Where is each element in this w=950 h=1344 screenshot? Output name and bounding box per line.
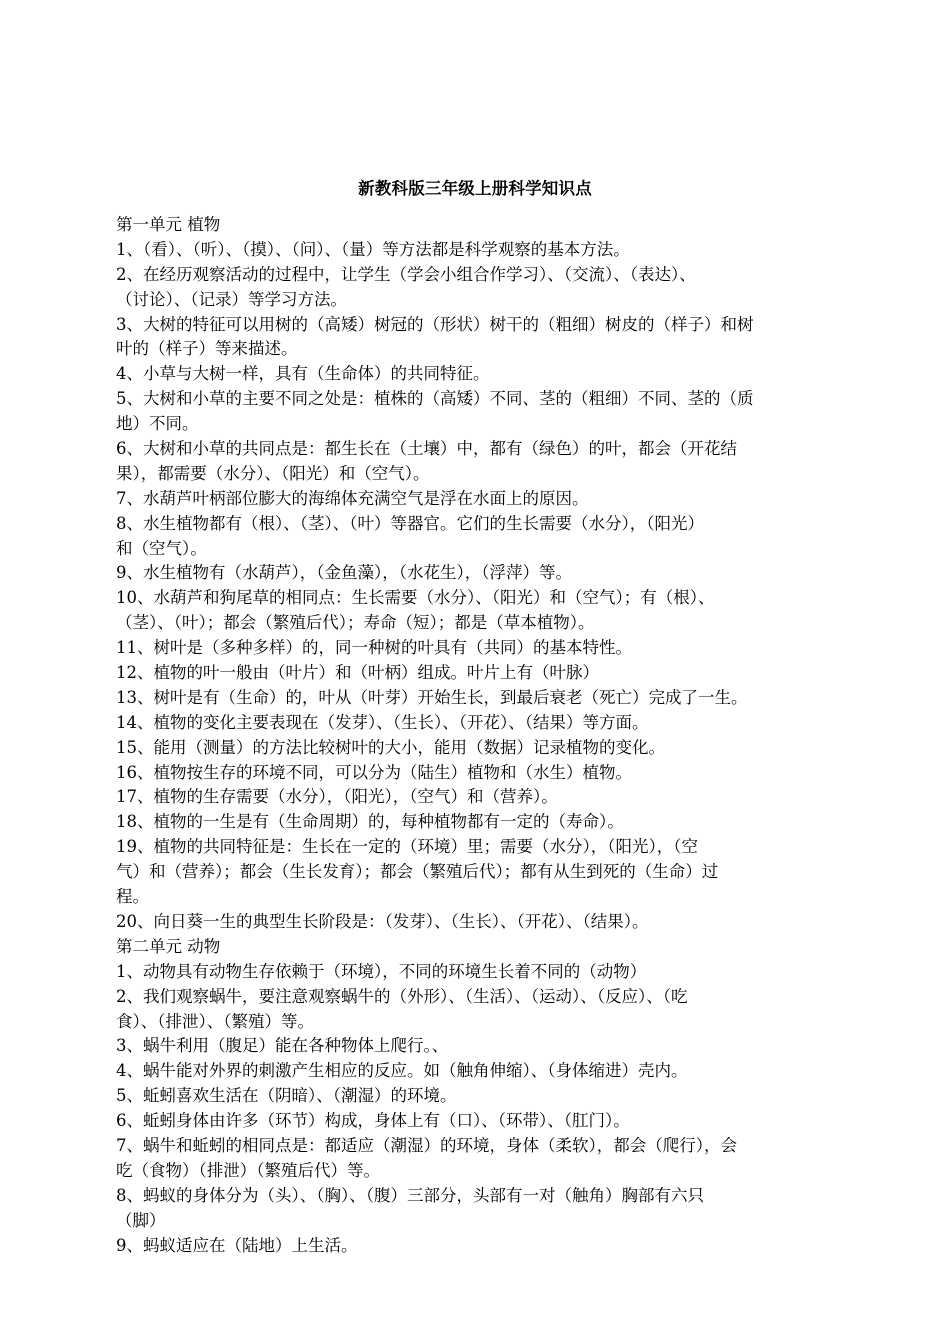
text-line: 食）、（排泄）、（繁殖）等。 xyxy=(116,1011,314,1031)
text-line: 4、蜗牛能对外界的刺激产生相应的反应。如（触角伸缩）、（身体缩进）壳内。 xyxy=(116,1061,688,1081)
section-heading-animals: 第二单元 动物 xyxy=(116,936,221,956)
text-line: 12、植物的叶一般由（叶片）和（叶柄）组成。叶片上有（叶脉） xyxy=(116,663,599,683)
text-line: （讨论）、（记录）等学习方法。 xyxy=(116,289,347,309)
text-line: 果），都需要（水分）、（阳光）和（空气）。 xyxy=(116,463,430,483)
text-line: 1、动物具有动物生存依赖于（环境），不同的环境生长着不同的（动物） xyxy=(116,961,647,981)
text-line: 14、植物的变化主要表现在（发芽）、（生长）、（开花）、（结果）等方面。 xyxy=(116,712,649,732)
section-heading-plants: 第一单元 植物 xyxy=(116,215,221,234)
text-line: 3、蜗牛利用（腹足）能在各种物体上爬行。、 xyxy=(116,1036,449,1056)
text-line: 程。 xyxy=(116,887,149,907)
text-line: 8、水生植物都有（根）、（茎）、（叶）等器官。它们的生长需要（水分），（阳光） xyxy=(116,513,704,533)
text-line: 8、蚂蚁的身体分为（头）、（胸）、（腹）三部分，头部有一对（触角）胸部有六只 xyxy=(116,1185,704,1205)
text-line: 4、小草与大树一样，具有（生命体）的共同特征。 xyxy=(116,364,490,384)
text-line: 7、蜗牛和蚯蚓的相同点是：都适应（潮湿）的环境，身体（柔软），都会（爬行），会 xyxy=(116,1135,737,1155)
text-line: 17、植物的生存需要（水分），（阳光），（空气）和（营养）。 xyxy=(116,787,558,807)
text-line: 2、我们观察蜗牛，要注意观察蜗牛的（外形）、（生活）、（运动）、（反应）、（吃 xyxy=(116,986,688,1006)
text-line: 气）和（营养）；都会（生长发育）；都会（繁殖后代）；都有从生到死的（生命）过 xyxy=(116,862,719,882)
text-line: 5、蚯蚓喜欢生活在（阴暗）、（潮湿）的环境。 xyxy=(116,1086,457,1106)
document-body xyxy=(116,213,852,1258)
text-line: 20、向日葵一生的典型生长阶段是：（发芽）、（生长）、（开花）、（结果）。 xyxy=(116,911,649,931)
text-line: 19、植物的共同特征是：生长在一定的（环境）里；需要（水分），（阳光），（空 xyxy=(116,837,698,857)
text-line: 6、大树和小草的共同点是：都生长在（土壤）中，都有（绿色）的叶，都会（开花结 xyxy=(116,439,737,459)
text-line: 3、大树的特征可以用树的（高矮）树冠的（形状）树干的（粗细）树皮的（样子）和树 xyxy=(116,314,754,334)
text-line: （茎）、（叶）；都会（繁殖后代）；寿命（短）；都是（草本植物）。 xyxy=(116,613,595,633)
text-line: 13、树叶是有（生命）的，叶从（叶芽）开始生长，到最后衰老（死亡）完成了一生。 xyxy=(116,687,748,707)
text-line: 6、蚯蚓身体由许多（环节）构成，身体上有（口）、（环带）、（肛门）。 xyxy=(116,1111,630,1131)
text-line: 16、植物按生存的环境不同，可以分为（陆生）植物和（水生）植物。 xyxy=(116,762,632,782)
text-line: 10、水葫芦和狗尾草的相同点：生长需要（水分）、（阳光）和（空气）；有（根）、 xyxy=(116,588,715,608)
text-line: 9、蚂蚁适应在（陆地）上生活。 xyxy=(116,1235,358,1255)
text-line: 18、植物的一生是有（生命周期）的，每种植物都有一定的（寿命）。 xyxy=(116,812,624,832)
text-line: 7、水葫芦叶柄部位膨大的海绵体充满空气是浮在水面上的原因。 xyxy=(116,488,589,508)
text-line: 和（空气）。 xyxy=(116,538,207,558)
text-line: 地）不同。 xyxy=(116,414,199,434)
text-line: 1、（看）、（听）、（摸）、（问）、（量）等方法都是科学观察的基本方法。 xyxy=(116,239,630,259)
text-line: 5、大树和小草的主要不同之处是：植株的（高矮）不同、茎的（粗细）不同、茎的（质 xyxy=(116,389,754,409)
document-title: 新教科版三年级上册科学知识点 xyxy=(358,179,592,198)
text-line: 9、水生植物有（水葫芦），（金鱼藻），（水花生），（浮萍）等。 xyxy=(116,563,572,583)
text-line: 吃（食物）（排泄）（繁殖后代）等。 xyxy=(116,1160,380,1180)
text-line: 11、树叶是（多种多样）的，同一种树的叶具有（共同）的基本特性。 xyxy=(116,638,632,658)
text-line: 2、在经历观察活动的过程中，让学生（学会小组合作学习）、（交流）、（表达）、 xyxy=(116,264,696,284)
text-line: 叶的（样子）等来描述。 xyxy=(116,339,298,359)
text-line: 15、能用（测量）的方法比较树叶的大小，能用（数据）记录植物的变化。 xyxy=(116,737,665,757)
text-line: （脚） xyxy=(116,1210,166,1230)
